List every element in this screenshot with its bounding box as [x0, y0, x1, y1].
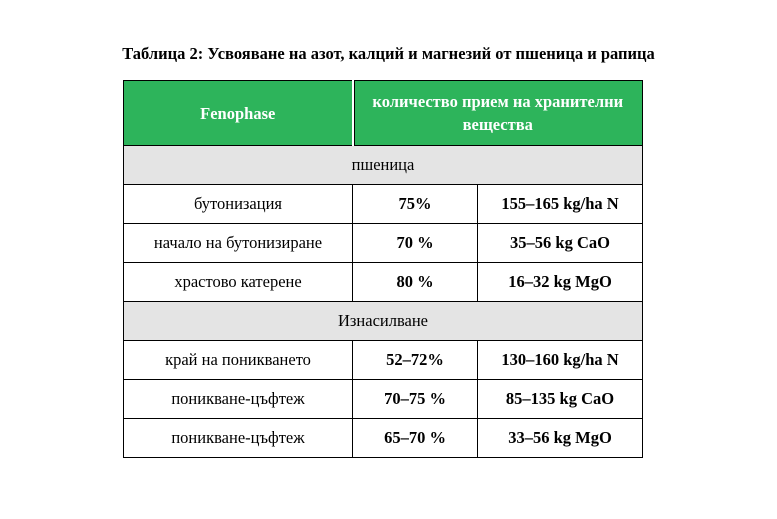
- stage-cell: бутонизация: [124, 185, 353, 224]
- group-row-rapeseed: [124, 302, 643, 341]
- amount-cell: 33–56 kg MgO: [478, 419, 643, 458]
- table-caption: Таблица 2: Усвояване на азот, калций и магнезий от пшеница и рапица: [122, 44, 655, 63]
- amount-cell: 130–160 kg/ha N: [478, 341, 643, 380]
- table-row: [124, 341, 643, 380]
- percent-cell: 75%: [353, 185, 478, 224]
- amount-cell: 85–135 kg CaO: [478, 380, 643, 419]
- group-label-wheat: пшеница: [124, 146, 643, 185]
- stage-cell: поникване-цъфтеж: [124, 380, 353, 419]
- header-fenophase: Fenophase: [124, 81, 353, 146]
- header-nutrient-uptake: количество прием на хранителни вещества: [353, 81, 643, 146]
- stage-cell: поникване-цъфтеж: [124, 419, 353, 458]
- stage-cell: край на поникването: [124, 341, 353, 380]
- table-row: [124, 185, 643, 224]
- stage-cell: храстово катерене: [124, 263, 353, 302]
- stage-cell: начало на бутонизиране: [124, 224, 353, 263]
- table-row: [124, 263, 643, 302]
- amount-cell: 155–165 kg/ha N: [478, 185, 643, 224]
- amount-cell: 16–32 kg MgO: [478, 263, 643, 302]
- percent-cell: 80 %: [353, 263, 478, 302]
- table-header-row: [124, 81, 643, 146]
- amount-cell: 35–56 kg CaO: [478, 224, 643, 263]
- percent-cell: 52–72%: [353, 341, 478, 380]
- group-label-rapeseed: Изнасилване: [124, 302, 643, 341]
- percent-cell: 65–70 %: [353, 419, 478, 458]
- table-row: [124, 224, 643, 263]
- table-row: [124, 419, 643, 458]
- percent-cell: 70–75 %: [353, 380, 478, 419]
- percent-cell: 70 %: [353, 224, 478, 263]
- group-row-wheat: [124, 146, 643, 185]
- table-row: [124, 380, 643, 419]
- nutrient-uptake-table: [123, 80, 643, 458]
